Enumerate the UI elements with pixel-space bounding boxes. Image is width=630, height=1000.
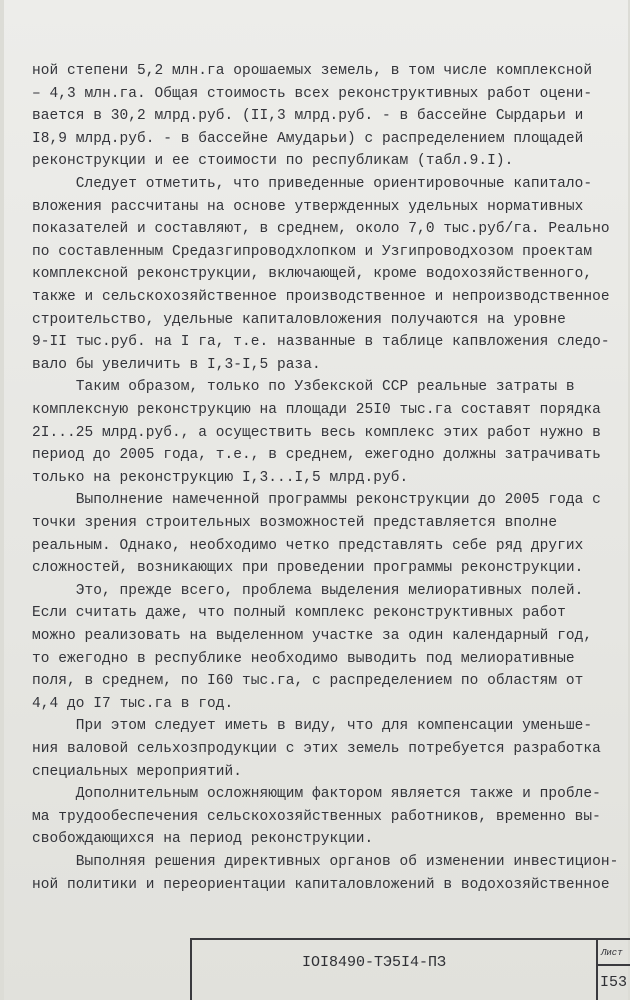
text-line: также и сельскохозяйственное производственное и непроизводственное (32, 289, 610, 305)
text-line: комплексной реконструкции, включающей, кроме водохозяйственного, (32, 266, 593, 283)
text-line: ма трудообеспечения сельскохозяйственных работников, временно вы- (32, 808, 601, 825)
text-line: 4,4 до I7 тыс.га в год. (32, 695, 234, 712)
text-line: строительство, удельные капиталовложения получаются на уровне (32, 311, 566, 328)
text-line: период до 2005 года, т.е., в среднем, ежегодно должны затрачивать (32, 447, 601, 464)
text-line: – 4,3 млн.га. Общая стоимость всех реконструктивных работ оцени- (32, 85, 593, 102)
text-line: ной политики и переориентации капиталовложений в водохозяйственное (32, 876, 610, 893)
sheet-label: Лист (601, 948, 623, 958)
text-line: поля, в среднем, по I60 тыс.га, с распределением по областям от (32, 673, 584, 690)
text-line: 9-II тыс.руб. на I га, т.е. названные в таблице капвложения следо- (32, 334, 610, 351)
sheet-divider (598, 964, 630, 966)
text-line: свобождающихся на период реконструкции. (32, 831, 374, 848)
text-line: I8,9 млрд.руб. - в бассейне Амударьи) с распределением площадей (32, 130, 584, 147)
text-line: При этом следует иметь в виду, что для компенсации уменьше- (32, 718, 593, 735)
text-line: Если считать даже, что полный комплекс реконструктивных работ (32, 605, 566, 622)
title-block-stamp (190, 938, 630, 1000)
text-line: точки зрения строительных возможностей представляется вполне (32, 515, 558, 531)
text-line: вало бы увеличить в I,3-I,5 раза. (32, 356, 321, 373)
text-line: комплексную реконструкцию на площади 25I0 тыс.га составят порядка (32, 402, 601, 418)
text-line: Выполняя решения директивных органов об изменении инвестицион- (32, 854, 619, 870)
text-line: только на реконструкцию I,3...I,5 млрд.руб. (32, 469, 409, 486)
text-line: реконструкции и ее стоимости по республикам (табл.9.I). (32, 153, 514, 170)
text-line: вложения рассчитаны на основе утвержденных удельных нормативных (32, 198, 584, 215)
text-line: по составленным Средазгипроводхлопком и Узгипроводхозом проектам (32, 243, 593, 260)
text-line: Следует отметить, что приведенные ориентировочные капитало- (32, 176, 593, 192)
text-line: специальных мероприятий. (32, 763, 243, 780)
document-code: IOI8490-ТЭ5I4-ПЗ (302, 954, 447, 971)
text-line: можно реализовать на выделенном участке за один календарный год, (32, 628, 593, 644)
text-line: ной степени 5,2 млн.га орошаемых земель, в том числе комплексной (32, 63, 593, 79)
text-line: Это, прежде всего, проблема выделения мелиоративных полей. (32, 582, 584, 599)
text-line: то ежегодно в республике необходимо выводить под мелиоративные (32, 650, 575, 667)
text-line: вается в 30,2 млрд.руб. (II,3 млрд.руб. - в бассейне Сырдарьи и (32, 108, 584, 125)
document-page (4, 0, 628, 1000)
text-line: показателей и составляют, в среднем, около 7,0 тыс.руб/га. Реально (32, 221, 610, 238)
text-line: реальным. Однако, необходимо четко представлять себе ряд других (32, 537, 584, 554)
text-line: Таким образом, только по Узбекской ССР реальные затраты в (32, 379, 575, 396)
text-line: Дополнительным осложняющим фактором является также и пробле- (32, 786, 601, 803)
text-line: сложностей, возникающих при проведении программы реконструкции. (32, 560, 584, 577)
sheet-box (596, 940, 630, 1000)
text-line: Выполнение намеченной программы реконструкции до 2005 года с (32, 492, 601, 509)
sheet-number: I53 (600, 974, 628, 991)
text-line: 2I...25 млрд.руб., а осуществить весь комплекс этих работ нужно в (32, 424, 601, 441)
text-line: ния валовой сельхозпродукции с этих земель потребуется разработка (32, 741, 601, 757)
